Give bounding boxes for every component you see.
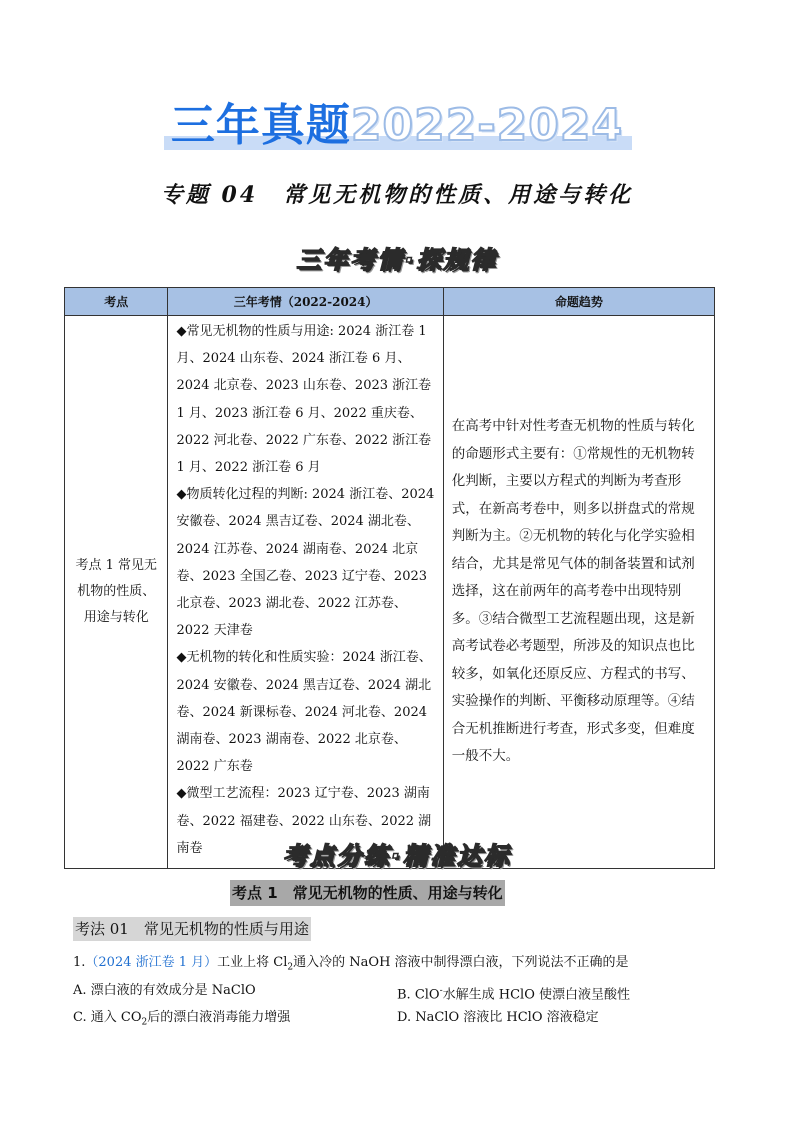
question-number: 1. [73,955,86,970]
question-stem [73,953,629,978]
years-item: ◆无机物的转化和性质实验：2024 浙江卷、2024 安徽卷、2024 黑吉辽卷、2024 湖北卷、2024 新课标卷、2024 河北卷、2024 湖南卷、2023 湖南卷、2022 北京卷、2022 广东卷 [176,650,432,775]
option-d: D. NaClO 溶液比 HClO 溶液稳定 [397,1010,599,1025]
question-text-b: 通入冷的 NaOH 溶液中制得漂白液，下列说法不正确的是 [293,955,629,970]
topic-title: 专题 04 常见无机物的性质、用途与转化 [160,182,634,208]
banner-cn: 三年真题 [170,100,351,151]
question-subscript: 2 [287,962,294,973]
years-item: ◆物质转化过程的判断: 2024 浙江卷、2024 安徽卷、2024 黑吉辽卷、2024 湖北卷、2024 江苏卷、2024 湖南卷、2024 北京卷、2023 全国乙卷、2023 辽宁卷、2023 北京卷、2023 湖北卷、2022 江苏卷、2022 天津卷 [176,487,435,639]
banner-title [0,98,794,154]
question-text-a: 工业上将 Cl [217,955,288,970]
table-row [65,316,715,869]
option-b [397,981,630,1005]
method-heading: 考法 01 常见无机物的性质与用途 [73,917,311,941]
banner-years: 2022-2024 [350,100,624,151]
question-source: （2024 浙江卷 1 月） [85,955,218,970]
option-b-sup: - [439,986,443,996]
section-title-analysis: 三年考情·探规律 [296,246,498,274]
option-c-text-b: 后的漂白液消毒能力增强 [147,1010,291,1025]
years-item: ◆常见无机物的性质与用途: 2024 浙江卷 1 月、2024 山东卷、2024 浙江卷 6 月、2024 北京卷、2023 山东卷、2023 浙江卷 1 月、2023 浙江卷 6 月、2022 重庆卷、2022 河北卷、2022 广东卷、2022 浙江卷 1 月、2022 浙江卷 6 月 [176,324,432,476]
option-b-text-a: B. ClO [397,987,440,1003]
exam-trend-table [64,287,715,869]
trend-cell: 在高考中针对性考查无机物的性质与转化的命题形式主要有：①常规性的无机物转化判断，主要以方程式的判断为考查形式，在新高考卷中，则多以拼盘式的常规判断为主。②无机物的转化与化学实验相结合，尤其是常见气体的制备装置和试剂选择，这在前两年的高考卷中出现特别多。③结合微型工艺流程题出现，这是新高考试卷必考题型，所涉及的知识点也比较多，如氧化还原反应、方程式的书写、实验操作的判断、平衡移动原理等。④结合无机推断进行考查，形式多变，但难度一般不大。 [443,316,714,869]
years-item: ◆微型工艺流程：2023 辽宁卷、2023 湖南卷、2022 福建卷、2022 山东卷、2022 湖南卷 [176,786,432,856]
section-title-practice: 考点分练·精准达标 [282,842,512,870]
option-a: A. 漂白液的有效成分是 NaClO [73,983,256,998]
header-topic: 考点 [65,288,168,316]
table-header-row [65,288,715,316]
topic-cell: 考点 1 常见无机物的性质、用途与转化 [65,316,168,869]
option-c-text-a: C. 通入 CO [73,1010,142,1025]
header-trend: 命题趋势 [443,288,714,316]
point-heading: 考点 1 常见无机物的性质、用途与转化 [230,880,505,906]
option-c [73,1008,290,1033]
option-b-text-b: 水解生成 HClO 使漂白液呈酸性 [442,987,631,1003]
years-cell [168,316,443,869]
header-years: 三年考情（2022-2024） [168,288,443,316]
option-c-sub: 2 [141,1017,148,1028]
